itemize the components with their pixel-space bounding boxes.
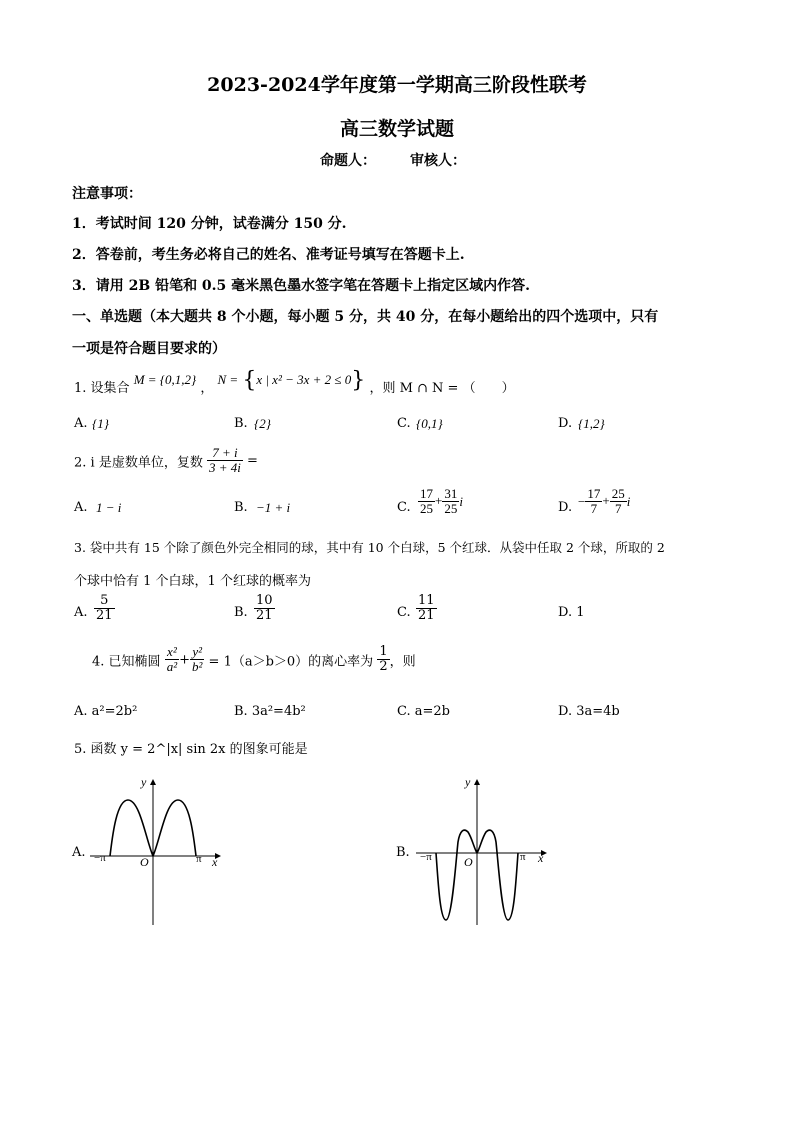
q4-option-a: A. a²=2b²	[74, 704, 138, 719]
q1-set-n-lhs: N =	[217, 372, 239, 387]
question-2-stem	[74, 446, 258, 476]
q4-option-c: C. a=2b	[397, 704, 450, 719]
origin-label: O	[140, 855, 149, 869]
q1-option-c: {0,1}	[416, 416, 443, 431]
q1-set-m: M = {0,1,2}	[133, 372, 197, 387]
q2-option-a-label: A.	[74, 500, 88, 515]
q3-option-c: $\frac{11}{21}$	[418, 593, 435, 624]
q1-option-b: {2}	[254, 416, 271, 431]
q1-option-d-label: D.	[558, 416, 573, 431]
author-label: 命题人：	[320, 153, 376, 169]
q2-equals: =	[247, 453, 258, 469]
exam-title: 2023-2024学年度第一学期高三阶段性联考	[207, 74, 587, 96]
q5-graph-a	[88, 770, 228, 930]
q1-option-d: {1,2}	[578, 416, 605, 431]
q4-prefix: 4. 已知椭圆	[92, 654, 161, 670]
pi-label: π	[520, 851, 526, 863]
q4-tail: ，则	[389, 654, 416, 670]
q2-option-c: $\frac{17}{25}$ + $\frac{31}{25}$ i	[420, 486, 463, 517]
q1-option-c-label: C.	[397, 416, 411, 431]
q2-option-a: 1 − i	[96, 500, 122, 515]
q3-option-c-label: C.	[397, 605, 411, 620]
q5-graph-b-label: B.	[396, 845, 410, 860]
q1-option-a-label: A.	[74, 416, 88, 431]
y-label: y	[141, 775, 147, 789]
q3-option-b: $\frac{10}{21}$	[256, 593, 273, 624]
q1-tail: ，则 M ∩ N = （ ）	[369, 381, 515, 396]
q4-condition: = 1（a＞b＞0）的离心率为	[208, 654, 374, 670]
q2-prefix: 2. i 是虚数单位，复数	[74, 455, 203, 471]
q2-option-d: − $\frac{17}{7}$ + $\frac{25}{7}$ i	[578, 486, 631, 517]
section-heading-line1: 一、单选题（本大题共 8 个小题，每小题 5 分，共 40 分，在每小题给出的四个选项中，只有	[72, 309, 659, 325]
q1-set-n-body: x | x² − 3x + 2 ≤ 0	[256, 372, 352, 387]
q3-option-d: D. 1	[558, 605, 585, 620]
exam-subtitle: 高三数学试题	[339, 118, 454, 140]
q3-stem-line2: 个球中恰有 1 个白球，1 个红球的概率为	[74, 574, 311, 589]
note-item: 2．答卷前，考生务必将自己的姓名、准考证号填写在答题卡上.	[72, 247, 465, 263]
q2-option-b-label: B.	[234, 500, 248, 515]
q3-stem-line1: 3. 袋中共有 15 个除了颜色外完全相同的球，其中有 10 个白球，5 个红球．从袋中任取 2 个球，所取的 2	[74, 540, 665, 555]
question-1-stem: 1. 设集合 M = {0,1,2} ， N = {x | x² − 3x + 2 ≤ 0} ，则 M ∩ N = （ ）	[74, 368, 515, 396]
x-label: x	[212, 855, 218, 869]
note-item: 1．考试时间 120 分钟，试卷满分 150 分.	[72, 216, 347, 232]
q1-option-a: {1}	[92, 416, 109, 431]
origin-label: O	[464, 855, 473, 869]
q3-option-a-label: A.	[74, 605, 88, 620]
q3-option-b-label: B.	[234, 605, 248, 620]
q2-fraction: $\frac{7 + i}{3 + 4i}$	[208, 445, 241, 476]
notes-heading: 注意事项：	[72, 186, 142, 202]
neg-pi-label: −π	[94, 852, 106, 864]
q5-stem: 5. 函数 y = 2^|x| sin 2x 的图象可能是	[74, 742, 308, 757]
q5-graph-b	[412, 770, 552, 930]
q2-option-c-label: C.	[397, 500, 411, 515]
note-item: 3．请用 2B 铅笔和 0.5 毫米黑色墨水签字笔在答题卡上指定区域内作答.	[72, 278, 531, 294]
q2-option-d-label: D.	[558, 500, 573, 515]
q2-option-b: −1 + i	[256, 500, 291, 515]
q1-option-b-label: B.	[234, 416, 248, 431]
q1-prefix: 1. 设集合	[74, 381, 130, 396]
q4-option-b: B. 3a²=4b²	[234, 704, 306, 719]
y-label: y	[465, 775, 471, 789]
question-4-stem: 4. 已知椭圆 $\frac{\text{x²}}{\text{a²}}$ + $\frac{\text{y²}}{\text{b²}}$ = 1（a＞b＞0）的离心率为 $\frac{1}{2}$ ，则	[92, 644, 416, 675]
section-heading-line2: 一项是符合题目要求的）	[72, 341, 226, 357]
q1-sep: ，	[200, 381, 214, 396]
pi-label: π	[196, 853, 202, 865]
neg-pi-label: −π	[420, 851, 432, 863]
x-label: x	[538, 851, 544, 865]
reviewer-label: 审核人：	[410, 153, 466, 169]
q3-option-a: $\frac{5}{21}$	[96, 593, 113, 624]
q5-graph-a-label: A.	[72, 845, 86, 860]
q4-option-d: D. 3a=4b	[558, 704, 620, 719]
